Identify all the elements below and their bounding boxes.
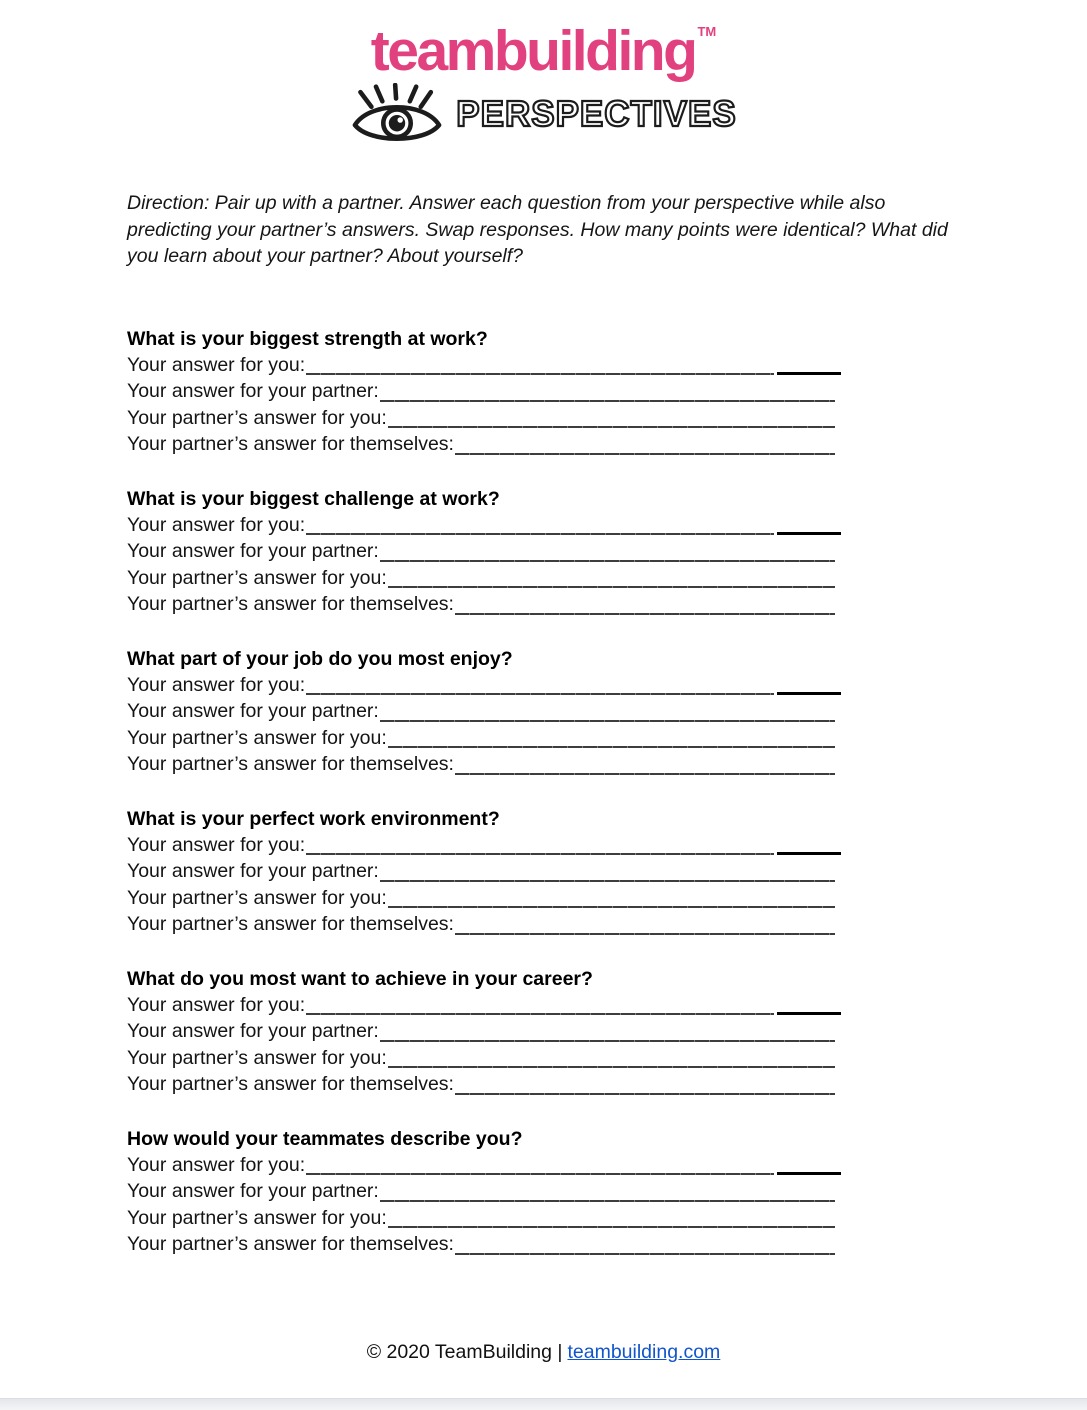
answer-label: Your answer for your partner: bbox=[127, 540, 379, 562]
blank-answer-line bbox=[380, 560, 835, 562]
answer-label: Your answer for you: bbox=[127, 673, 306, 696]
answer-row bbox=[127, 1152, 841, 1179]
answer-row bbox=[127, 725, 835, 752]
blank-answer-line bbox=[388, 586, 835, 588]
answer-row bbox=[127, 698, 835, 725]
direction-line: you learn about your partner? About yourself? bbox=[127, 245, 524, 267]
answer-row bbox=[127, 1205, 835, 1232]
program-title: PERSPECTIVES bbox=[456, 94, 737, 135]
answer-label: Your partner’s answer for you: bbox=[127, 1046, 387, 1069]
question-sections bbox=[127, 326, 1087, 1258]
answer-row bbox=[127, 858, 835, 885]
answer-label: Your answer for your partner: bbox=[127, 700, 379, 722]
direction-line: Direction: Pair up with a partner. Answer each question from your perspective while also bbox=[127, 192, 886, 214]
program-header bbox=[0, 84, 1087, 146]
website-link[interactable]: teambuilding.com bbox=[567, 1340, 721, 1363]
answer-row bbox=[127, 431, 835, 458]
question-section-6 bbox=[127, 1126, 1087, 1258]
blank-answer-line bbox=[455, 933, 835, 935]
blank-answer-line bbox=[306, 373, 774, 375]
blank-answer-line bbox=[380, 880, 835, 882]
blank-answer-line bbox=[380, 720, 835, 722]
blank-answer-line bbox=[306, 853, 774, 855]
answer-label: Your answer for your partner: bbox=[127, 860, 379, 882]
answer-label: Your partner’s answer for you: bbox=[127, 566, 387, 589]
answer-label: Your partner’s answer for you: bbox=[127, 726, 387, 749]
blank-answer-line bbox=[455, 613, 835, 615]
answer-row bbox=[127, 591, 835, 618]
blank-answer-line-tail bbox=[777, 1012, 841, 1015]
brand-wordmark: teambuilding bbox=[370, 19, 696, 83]
brand-logo bbox=[0, 0, 1087, 83]
answer-label: Your partner’s answer for you: bbox=[127, 1206, 387, 1229]
question-title: What part of your job do you most enjoy? bbox=[127, 647, 513, 670]
answer-label: Your partner’s answer for you: bbox=[127, 406, 387, 429]
eye-icon bbox=[350, 83, 444, 147]
answer-row bbox=[127, 885, 835, 912]
blank-answer-line-tail bbox=[777, 852, 841, 855]
question-title: What is your biggest challenge at work? bbox=[127, 487, 500, 510]
answer-row bbox=[127, 1071, 835, 1098]
answer-row bbox=[127, 352, 841, 379]
blank-answer-line bbox=[306, 533, 774, 535]
answer-row bbox=[127, 1178, 835, 1205]
answer-label: Your answer for your partner: bbox=[127, 380, 379, 402]
question-title: How would your teammates describe you? bbox=[127, 1127, 523, 1150]
copyright-text: © 2020 TeamBuilding | bbox=[366, 1340, 563, 1363]
answer-row bbox=[127, 512, 841, 539]
question-section-2 bbox=[127, 486, 1087, 618]
blank-answer-line bbox=[455, 1093, 835, 1095]
answer-label: Your partner’s answer for themselves: bbox=[127, 1073, 454, 1095]
answer-row bbox=[127, 565, 835, 592]
answer-row bbox=[127, 538, 835, 565]
blank-answer-line-tail bbox=[777, 532, 841, 535]
answer-row bbox=[127, 378, 835, 405]
blank-answer-line bbox=[388, 1066, 835, 1068]
blank-answer-line-tail bbox=[777, 372, 841, 375]
answer-row bbox=[127, 911, 835, 938]
blank-answer-line bbox=[306, 1013, 774, 1015]
answer-label: Your answer for you: bbox=[127, 833, 306, 856]
question-section-4 bbox=[127, 806, 1087, 938]
blank-answer-line bbox=[380, 1040, 835, 1042]
answer-row bbox=[127, 992, 841, 1019]
blank-answer-line bbox=[306, 693, 774, 695]
blank-answer-line-tail bbox=[777, 692, 841, 695]
answer-row bbox=[127, 751, 835, 778]
answer-label: Your partner’s answer for themselves: bbox=[127, 433, 454, 455]
question-section-1 bbox=[127, 326, 1087, 458]
blank-answer-line bbox=[388, 746, 835, 748]
direction-line: predicting your partner’s answers. Swap responses. How many points were identical? What did bbox=[127, 218, 948, 241]
answer-row bbox=[127, 832, 841, 859]
question-title: What is your perfect work environment? bbox=[127, 807, 500, 830]
answer-row bbox=[127, 405, 835, 432]
blank-answer-line bbox=[455, 1253, 835, 1255]
blank-answer-line bbox=[380, 1200, 835, 1202]
answer-label: Your partner’s answer for you: bbox=[127, 886, 387, 909]
answer-label: Your partner’s answer for themselves: bbox=[127, 913, 454, 935]
answer-row bbox=[127, 672, 841, 699]
trademark-symbol: TM bbox=[697, 24, 717, 39]
blank-answer-line bbox=[388, 906, 835, 908]
question-section-3 bbox=[127, 646, 1087, 778]
blank-answer-line bbox=[388, 1226, 835, 1228]
answer-label: Your answer for your partner: bbox=[127, 1180, 379, 1202]
blank-answer-line-tail bbox=[777, 1172, 841, 1175]
answer-label: Your answer for you: bbox=[127, 353, 306, 376]
page-footer bbox=[0, 1339, 1087, 1365]
blank-answer-line bbox=[455, 773, 835, 775]
answer-label: Your answer for you: bbox=[127, 993, 306, 1016]
blank-answer-line bbox=[388, 426, 835, 428]
question-section-5 bbox=[127, 966, 1087, 1098]
direction-text bbox=[127, 190, 975, 270]
question-title: What is your biggest strength at work? bbox=[127, 327, 488, 350]
answer-label: Your partner’s answer for themselves: bbox=[127, 1233, 454, 1255]
answer-label: Your answer for you: bbox=[127, 513, 306, 536]
answer-label: Your answer for your partner: bbox=[127, 1020, 379, 1042]
answer-row bbox=[127, 1231, 835, 1258]
answer-label: Your partner’s answer for themselves: bbox=[127, 753, 454, 775]
blank-answer-line bbox=[455, 453, 835, 455]
answer-row bbox=[127, 1018, 835, 1045]
page-bottom-edge bbox=[0, 1398, 1087, 1410]
answer-label: Your answer for you: bbox=[127, 1153, 306, 1176]
question-title: What do you most want to achieve in your career? bbox=[127, 967, 593, 990]
answer-row bbox=[127, 1045, 835, 1072]
blank-answer-line bbox=[306, 1173, 774, 1175]
blank-answer-line bbox=[380, 400, 835, 402]
answer-label: Your partner’s answer for themselves: bbox=[127, 593, 454, 615]
